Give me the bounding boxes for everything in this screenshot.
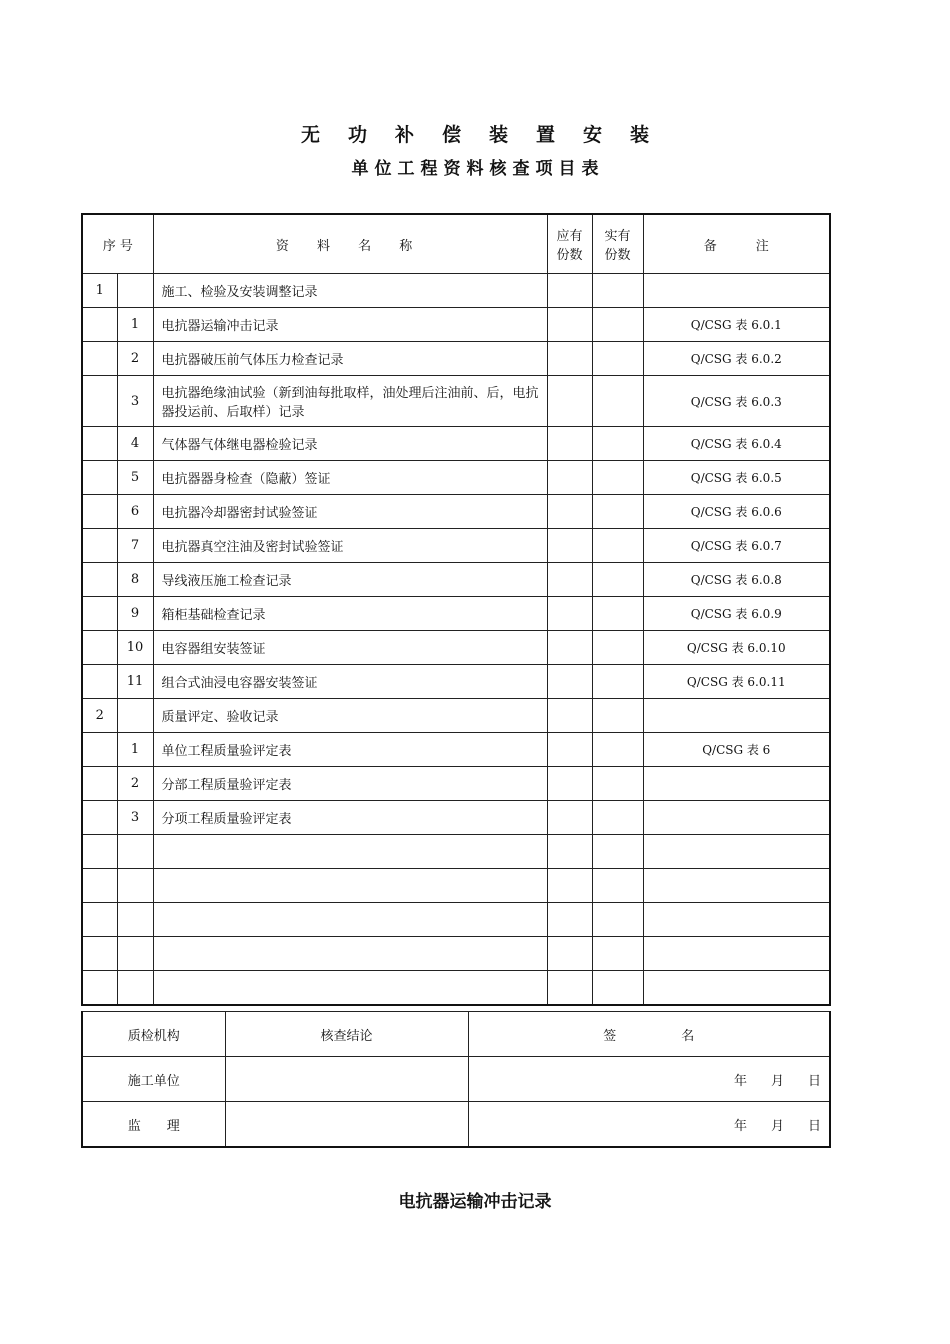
empty-row	[82, 869, 830, 903]
row-document-name: 组合式油浸电容器安装签证	[153, 665, 547, 699]
row-document-name: 单位工程质量验评定表	[153, 733, 547, 767]
signature-table	[81, 1011, 831, 1148]
row-section-number	[82, 767, 117, 801]
row-item-number: 2	[117, 767, 153, 801]
conclusion-header: 核查结论	[225, 1012, 468, 1057]
row-note: Q/CSG 表 6	[643, 733, 830, 767]
row-document-name: 电抗器真空注油及密封试验签证	[153, 529, 547, 563]
row-document-name: 导线液压施工检查记录	[153, 563, 547, 597]
checklist-table	[81, 213, 831, 1006]
org-header: 质检机构	[82, 1012, 225, 1057]
empty-cell[interactable]	[547, 903, 592, 937]
row-note: Q/CSG 表 6.0.10	[643, 631, 830, 665]
row-due-count[interactable]	[547, 767, 592, 801]
row-document-name: 电容器组安装签证	[153, 631, 547, 665]
table-row	[82, 801, 830, 835]
row-document-name: 质量评定、验收记录	[153, 699, 547, 733]
row-actual-count[interactable]	[592, 529, 643, 563]
row-note	[643, 801, 830, 835]
row-section-number	[82, 376, 117, 427]
row-note: Q/CSG 表 6.0.9	[643, 597, 830, 631]
row-due-count[interactable]	[547, 699, 592, 733]
empty-cell[interactable]	[643, 971, 830, 1006]
row-section-number	[82, 308, 117, 342]
row-document-name: 分部工程质量验评定表	[153, 767, 547, 801]
empty-cell[interactable]	[82, 869, 117, 903]
row-section-number	[82, 461, 117, 495]
row-actual-count[interactable]	[592, 801, 643, 835]
date-contractor[interactable]: 年 月 日	[468, 1057, 830, 1102]
empty-cell[interactable]	[547, 971, 592, 1006]
row-due-count[interactable]	[547, 597, 592, 631]
empty-cell[interactable]	[643, 903, 830, 937]
signature-row-supervisor	[82, 1102, 830, 1148]
row-item-number: 1	[117, 733, 153, 767]
empty-cell[interactable]	[547, 835, 592, 869]
row-note: Q/CSG 表 6.0.1	[643, 308, 830, 342]
form-subtitle: 单位工程资料核查项目表	[351, 159, 605, 179]
table-row	[82, 427, 830, 461]
row-section-number: 2	[82, 699, 117, 733]
row-section-number	[82, 563, 117, 597]
table-row	[82, 631, 830, 665]
row-document-name: 电抗器冷却器密封试验签证	[153, 495, 547, 529]
row-actual-count[interactable]	[592, 699, 643, 733]
conclusion-contractor[interactable]	[225, 1057, 468, 1102]
row-note	[643, 274, 830, 308]
row-document-name: 电抗器破压前气体压力检查记录	[153, 342, 547, 376]
row-item-number: 6	[117, 495, 153, 529]
row-section-number	[82, 631, 117, 665]
row-document-name: 箱柜基础检查记录	[153, 597, 547, 631]
row-note: Q/CSG 表 6.0.2	[643, 342, 830, 376]
form-title: 无功补偿装置安装	[300, 124, 677, 146]
row-item-number: 3	[117, 801, 153, 835]
empty-cell[interactable]	[153, 971, 547, 1006]
row-item-number: 7	[117, 529, 153, 563]
row-due-count[interactable]	[547, 801, 592, 835]
empty-cell[interactable]	[592, 971, 643, 1006]
row-due-count[interactable]	[547, 274, 592, 308]
row-section-number	[82, 665, 117, 699]
row-actual-count[interactable]	[592, 733, 643, 767]
table-row	[82, 529, 830, 563]
table-row	[82, 563, 830, 597]
row-note: Q/CSG 表 6.0.4	[643, 427, 830, 461]
row-note: Q/CSG 表 6.0.11	[643, 665, 830, 699]
row-section-number	[82, 733, 117, 767]
row-note: Q/CSG 表 6.0.3	[643, 376, 830, 427]
row-note: Q/CSG 表 6.0.7	[643, 529, 830, 563]
table-row	[82, 274, 830, 308]
signature-header-row	[82, 1012, 830, 1057]
row-item-number: 8	[117, 563, 153, 597]
table-row	[82, 495, 830, 529]
row-section-number	[82, 495, 117, 529]
row-due-count[interactable]	[547, 733, 592, 767]
empty-row	[82, 971, 830, 1006]
empty-cell[interactable]	[82, 937, 117, 971]
row-document-name: 施工、检验及安装调整记录	[153, 274, 547, 308]
row-document-name: 分项工程质量验评定表	[153, 801, 547, 835]
row-section-number	[82, 427, 117, 461]
empty-cell[interactable]	[117, 869, 153, 903]
empty-cell[interactable]	[153, 869, 547, 903]
row-due-count[interactable]	[547, 376, 592, 427]
table-row	[82, 767, 830, 801]
empty-cell[interactable]	[82, 903, 117, 937]
empty-cell[interactable]	[547, 937, 592, 971]
row-due-count[interactable]	[547, 427, 592, 461]
table-row	[82, 376, 830, 427]
row-actual-count[interactable]	[592, 342, 643, 376]
empty-cell[interactable]	[117, 903, 153, 937]
table-row	[82, 597, 830, 631]
empty-cell[interactable]	[153, 903, 547, 937]
row-section-number	[82, 597, 117, 631]
row-due-count[interactable]	[547, 342, 592, 376]
empty-cell[interactable]	[643, 937, 830, 971]
empty-cell[interactable]	[153, 835, 547, 869]
empty-cell[interactable]	[592, 937, 643, 971]
row-item-number: 5	[117, 461, 153, 495]
empty-cell[interactable]	[592, 903, 643, 937]
empty-cell[interactable]	[643, 835, 830, 869]
row-item-number: 3	[117, 376, 153, 427]
sign-header: 签 名	[468, 1012, 830, 1057]
row-actual-count[interactable]	[592, 427, 643, 461]
org-contractor: 施工单位	[82, 1057, 225, 1102]
row-item-number: 4	[117, 427, 153, 461]
row-document-name: 电抗器绝缘油试验（新到油每批取样，油处理后注油前、后，电抗器投运前、后取样）记录	[153, 376, 547, 427]
header-seq: 序 号	[82, 214, 153, 274]
header-name: 资 料 名 称	[153, 214, 547, 274]
row-due-count[interactable]	[547, 665, 592, 699]
row-actual-count[interactable]	[592, 767, 643, 801]
row-due-count[interactable]	[547, 308, 592, 342]
row-item-number: 10	[117, 631, 153, 665]
empty-cell[interactable]	[117, 835, 153, 869]
header-row	[82, 214, 830, 274]
table-row	[82, 665, 830, 699]
empty-cell[interactable]	[592, 835, 643, 869]
row-actual-count[interactable]	[592, 461, 643, 495]
row-actual-count[interactable]	[592, 495, 643, 529]
row-item-number: 1	[117, 308, 153, 342]
empty-cell[interactable]	[82, 835, 117, 869]
table-row	[82, 342, 830, 376]
row-actual-count[interactable]	[592, 597, 643, 631]
row-section-number: 1	[82, 274, 117, 308]
table-row	[82, 308, 830, 342]
row-due-count[interactable]	[547, 631, 592, 665]
row-document-name: 电抗器运输冲击记录	[153, 308, 547, 342]
next-section-title: 电抗器运输冲击记录	[398, 1192, 552, 1212]
row-actual-count[interactable]	[592, 308, 643, 342]
empty-row	[82, 835, 830, 869]
header-note: 备 注	[643, 214, 830, 274]
row-note: Q/CSG 表 6.0.5	[643, 461, 830, 495]
empty-cell[interactable]	[547, 869, 592, 903]
row-section-number	[82, 529, 117, 563]
empty-cell[interactable]	[153, 937, 547, 971]
row-item-number: 2	[117, 342, 153, 376]
row-actual-count[interactable]	[592, 274, 643, 308]
row-due-count[interactable]	[547, 495, 592, 529]
signature-row-contractor	[82, 1057, 830, 1102]
row-note: Q/CSG 表 6.0.8	[643, 563, 830, 597]
empty-cell[interactable]	[592, 869, 643, 903]
header-due: 应有 份数	[547, 214, 592, 274]
row-item-number: 11	[117, 665, 153, 699]
table-row	[82, 699, 830, 733]
table-row	[82, 461, 830, 495]
empty-cell[interactable]	[82, 971, 117, 1006]
conclusion-supervisor[interactable]	[225, 1102, 468, 1148]
row-note	[643, 767, 830, 801]
date-supervisor[interactable]: 年 月 日	[468, 1102, 830, 1148]
row-due-count[interactable]	[547, 461, 592, 495]
row-item-number: 9	[117, 597, 153, 631]
table-row	[82, 733, 830, 767]
row-note: Q/CSG 表 6.0.6	[643, 495, 830, 529]
empty-cell[interactable]	[117, 937, 153, 971]
header-actual: 实有 份数	[592, 214, 643, 274]
empty-cell[interactable]	[643, 869, 830, 903]
empty-cell[interactable]	[117, 971, 153, 1006]
row-document-name: 电抗器器身检查（隐蔽）签证	[153, 461, 547, 495]
row-item-number	[117, 274, 153, 308]
org-supervisor: 监 理	[82, 1102, 225, 1148]
row-actual-count[interactable]	[592, 665, 643, 699]
row-due-count[interactable]	[547, 563, 592, 597]
empty-row	[82, 937, 830, 971]
row-item-number	[117, 699, 153, 733]
row-document-name: 气体器气体继电器检验记录	[153, 427, 547, 461]
row-due-count[interactable]	[547, 529, 592, 563]
row-actual-count[interactable]	[592, 376, 643, 427]
row-actual-count[interactable]	[592, 631, 643, 665]
row-section-number	[82, 801, 117, 835]
row-actual-count[interactable]	[592, 563, 643, 597]
row-section-number	[82, 342, 117, 376]
empty-row	[82, 903, 830, 937]
row-note	[643, 699, 830, 733]
